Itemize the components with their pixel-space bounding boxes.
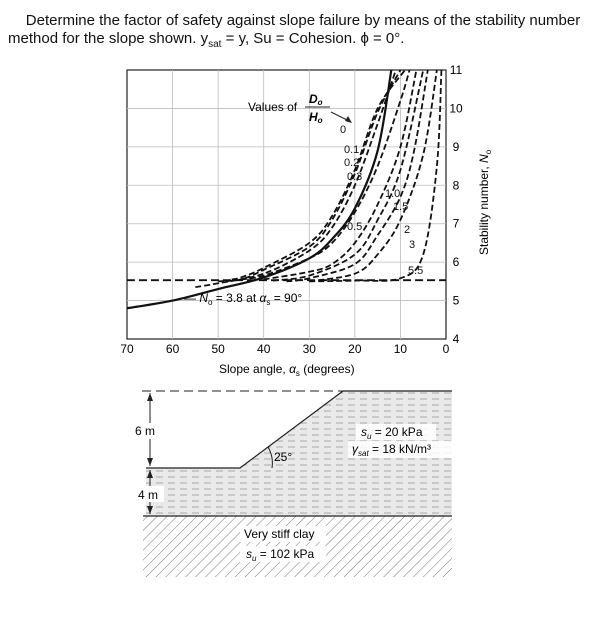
y-tick-11: 11 (449, 63, 463, 77)
clay-su-label: $s_u = 102$ kPa (246, 547, 315, 563)
slope-diagram (132, 391, 456, 577)
curve-label-0_5: 0.5 (347, 221, 363, 233)
y-tick-5: 5 (452, 293, 460, 308)
curve-label-0_3: 0.3 (347, 171, 363, 183)
y-tick-4: 4 (452, 332, 460, 346)
y-tick-8: 8 (452, 178, 460, 193)
dim-6m-label: 6 m (135, 424, 156, 438)
problem-line-1: Determine the factor of safety against slope failure by means of the stability number (25, 12, 581, 29)
x-ticks (120, 342, 449, 356)
problem-line-2-prefix: method for the slope shown. y (8, 30, 209, 47)
curve-3 (309, 70, 437, 281)
y-ticks (449, 63, 463, 346)
su-label: $s_u = 20$ kPa (361, 425, 423, 441)
x-tick-50: 50 (211, 342, 225, 356)
legend-num: Do (309, 92, 323, 107)
angle-label: 25° (274, 450, 293, 464)
x-tick-60: 60 (165, 342, 180, 356)
y-axis-label: Stability number, $N_o$ (477, 149, 493, 255)
curve-label-0_2: 0.2 (344, 157, 360, 169)
problem-line-2-sub: sat (208, 39, 222, 50)
annotation-no: — $N_o = 3.8$ at $\alpha_s = 90^\circ$ (184, 291, 303, 307)
legend-arrowhead (345, 116, 352, 123)
dim-4m-label: 4 m (138, 488, 159, 502)
y-tick-10: 10 (449, 101, 463, 116)
curve-label-5_5: 5.5 (408, 265, 424, 277)
x-tick-20: 20 (348, 342, 362, 356)
x-tick-30: 30 (302, 342, 316, 356)
legend-title: Values of (248, 100, 298, 114)
curve-label-1_5: 1.5 (393, 201, 409, 213)
x-tick-70: 70 (120, 342, 134, 356)
legend-den: Ho (309, 110, 323, 125)
y-tick-7: 7 (452, 216, 460, 231)
x-tick-40: 40 (257, 342, 271, 356)
y-tick-6: 6 (452, 255, 460, 270)
problem-line-2-suffix: = y, Su = Cohesion. ϕ = 0°. (221, 30, 405, 47)
curve-5_5 (309, 70, 441, 281)
stability-chart (0, 0, 493, 378)
dim-6m-arrow-bottom (147, 458, 153, 466)
curve-label-3: 3 (409, 239, 416, 251)
curve-label-2: 2 (404, 224, 411, 236)
x-axis-label: Slope angle, $\alpha_s$ (degrees) (219, 362, 355, 378)
gamma-label: $\gamma_{sat} = 18$ kN/m³ (352, 442, 432, 458)
x-tick-10: 10 (393, 342, 408, 356)
dim-6m-arrow-top (147, 393, 153, 401)
y-tick-9: 9 (452, 139, 460, 154)
curve-label-0_1: 0.1 (344, 144, 360, 156)
x-tick-0: 0 (442, 342, 450, 356)
curve-label-0: 0 (340, 124, 347, 136)
curve-label-1_0: 1.0 (385, 188, 401, 200)
clay-label: Very stiff clay (244, 527, 315, 541)
